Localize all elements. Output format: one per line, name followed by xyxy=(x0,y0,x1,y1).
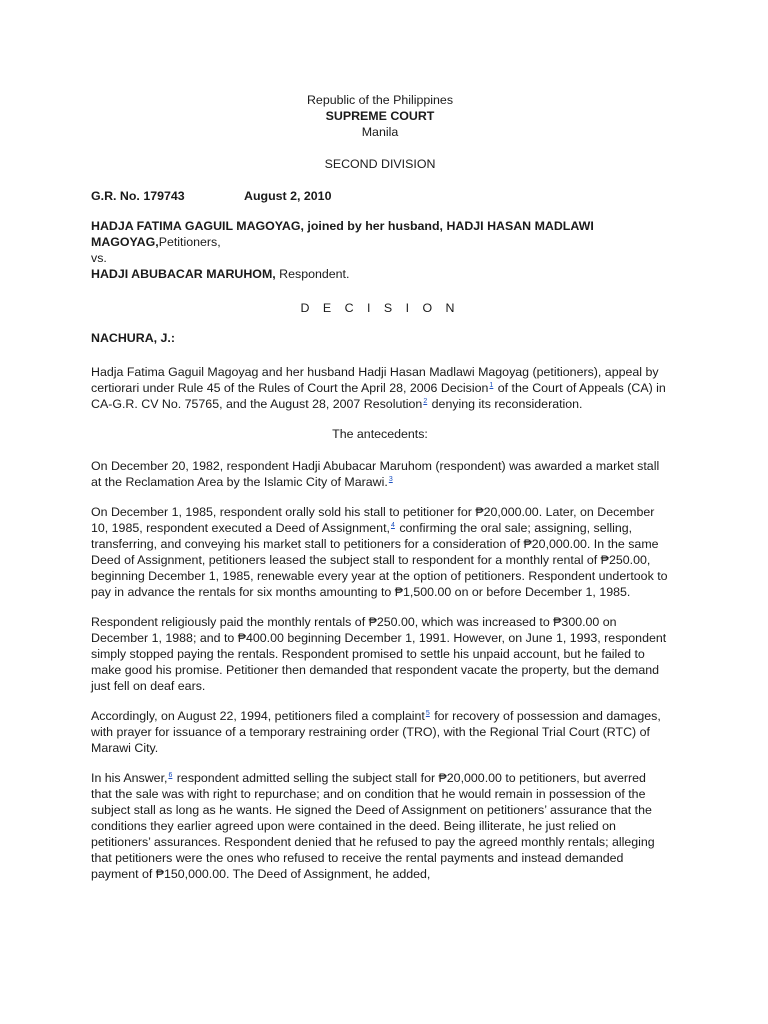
paragraph-2 xyxy=(91,458,669,490)
footnote-link-6[interactable]: 6 xyxy=(168,771,173,779)
paragraph-text: denying its reconsideration. xyxy=(428,397,583,411)
court-header xyxy=(91,92,669,172)
republic-line: Republic of the Philippines xyxy=(306,93,454,107)
respondent-name: HADJI ABUBACAR MARUHOM, xyxy=(91,267,276,281)
paragraph-text: Accordingly, on August 22, 1994, petitioners filed a complaint xyxy=(91,709,425,723)
paragraph-5 xyxy=(91,708,669,756)
division-title: SECOND DIVISION xyxy=(324,157,436,171)
paragraph-1 xyxy=(91,364,669,412)
antecedents-heading: The antecedents: xyxy=(332,427,428,441)
footnote-link-3[interactable]: 3 xyxy=(388,475,393,483)
decision-title: D E C I S I O N xyxy=(300,301,460,315)
paragraph-text: In his Answer, xyxy=(91,771,168,785)
paragraph-text: respondent admitted selling the subject stall for ₱20,000.00 to petitioners, but averred that the sale was with right to repurchase; and on condition that he would remain in possession of the subject stall as long as he wants. He signed the Deed of Assignment on petitioners’ assurance that the conditions they earlier agreed upon were contained in the deed. Being illiterate, he just relied on petitioners’ assurances. Respondent denied that he refused to pay the agreed monthly rentals; alleging that petitioners were the ones who refused to receive the rental payments and instead demanded payment of ₱150,000.00. The Deed of Assignment, he added, xyxy=(91,771,655,881)
case-number-line xyxy=(91,188,669,204)
petitioners-role: Petitioners, xyxy=(158,235,221,249)
footnote-link-1[interactable]: 1 xyxy=(489,381,494,389)
court-name: SUPREME COURT xyxy=(325,109,435,123)
petitioners-name: HADJA FATIMA GAGUIL MAGOYAG, joined by her husband, HADJI HASAN MADLAWI MAGOYAG, xyxy=(91,219,594,249)
footnote-link-5[interactable]: 5 xyxy=(425,709,430,717)
versus: vs. xyxy=(91,251,107,265)
decision-date: August 2, 2010 xyxy=(244,189,332,203)
ponente: NACHURA, J.: xyxy=(91,331,175,345)
gr-number: G.R. No. 179743 xyxy=(91,189,185,203)
respondent-role: Respondent. xyxy=(275,267,350,281)
paragraph-text: of the Court of Appeals (CA) in CA-G.R. CV No. 75765, and the August 28, 2007 Resolution xyxy=(91,381,666,411)
paragraph-6 xyxy=(91,770,669,882)
paragraph-text: On December 1, 1985, respondent orally sold his stall to petitioner for ₱20,000.00. Later, on December 10, 1985, respondent executed a Deed of Assignment, xyxy=(91,505,655,535)
petitioners-block xyxy=(91,218,669,250)
respondent-block xyxy=(91,266,669,282)
paragraph-text: for recovery of possession and damages, with prayer for issuance of a temporary restraining order (TRO), with the Regional Trial Court (RTC) of Marawi City. xyxy=(91,709,661,755)
document-body xyxy=(91,92,669,882)
case-parties xyxy=(91,218,669,282)
paragraph-4: Respondent religiously paid the monthly rentals of ₱250.00, which was increased to ₱300.00 on December 1, 1988; and to ₱400.00 beginning December 1, 1991. However, on June 1, 1993, respondent simply stopped paying the rentals. Respondent promised to settle his unpaid account, but he failed to make good his promise. Petitioner then demanded that respondent vacate the property, but the demand just fell on deaf ears. xyxy=(91,615,667,693)
paragraph-text: confirming the oral sale; assigning, selling, transferring, and conveying his market stall to petitioners for a consideration of ₱20,000.00. In the same Deed of Assignment, petitioners leased the subject stall to respondent for a monthly rental of ₱250.00, beginning December 1, 1985, renewable every year at the option of petitioners. Respondent undertook to pay in advance the rentals for six months amounting to ₱1,500.00 on or before December 1, 1985. xyxy=(91,521,668,599)
paragraph-3 xyxy=(91,504,669,600)
footnote-link-4[interactable]: 4 xyxy=(390,521,395,529)
footnote-link-2[interactable]: 2 xyxy=(423,397,428,405)
paragraph-text: On December 20, 1982, respondent Hadji Abubacar Maruhom (respondent) was awarded a market stall at the Reclamation Area by the Islamic City of Marawi. xyxy=(91,459,660,489)
paragraph-text: Hadja Fatima Gaguil Magoyag and her husband Hadji Hasan Madlawi Magoyag (petitioners), appeal by certiorari under Rule 45 of the Rules of Court the April 28, 2006 Decision xyxy=(91,365,659,395)
court-city: Manila xyxy=(361,125,399,139)
